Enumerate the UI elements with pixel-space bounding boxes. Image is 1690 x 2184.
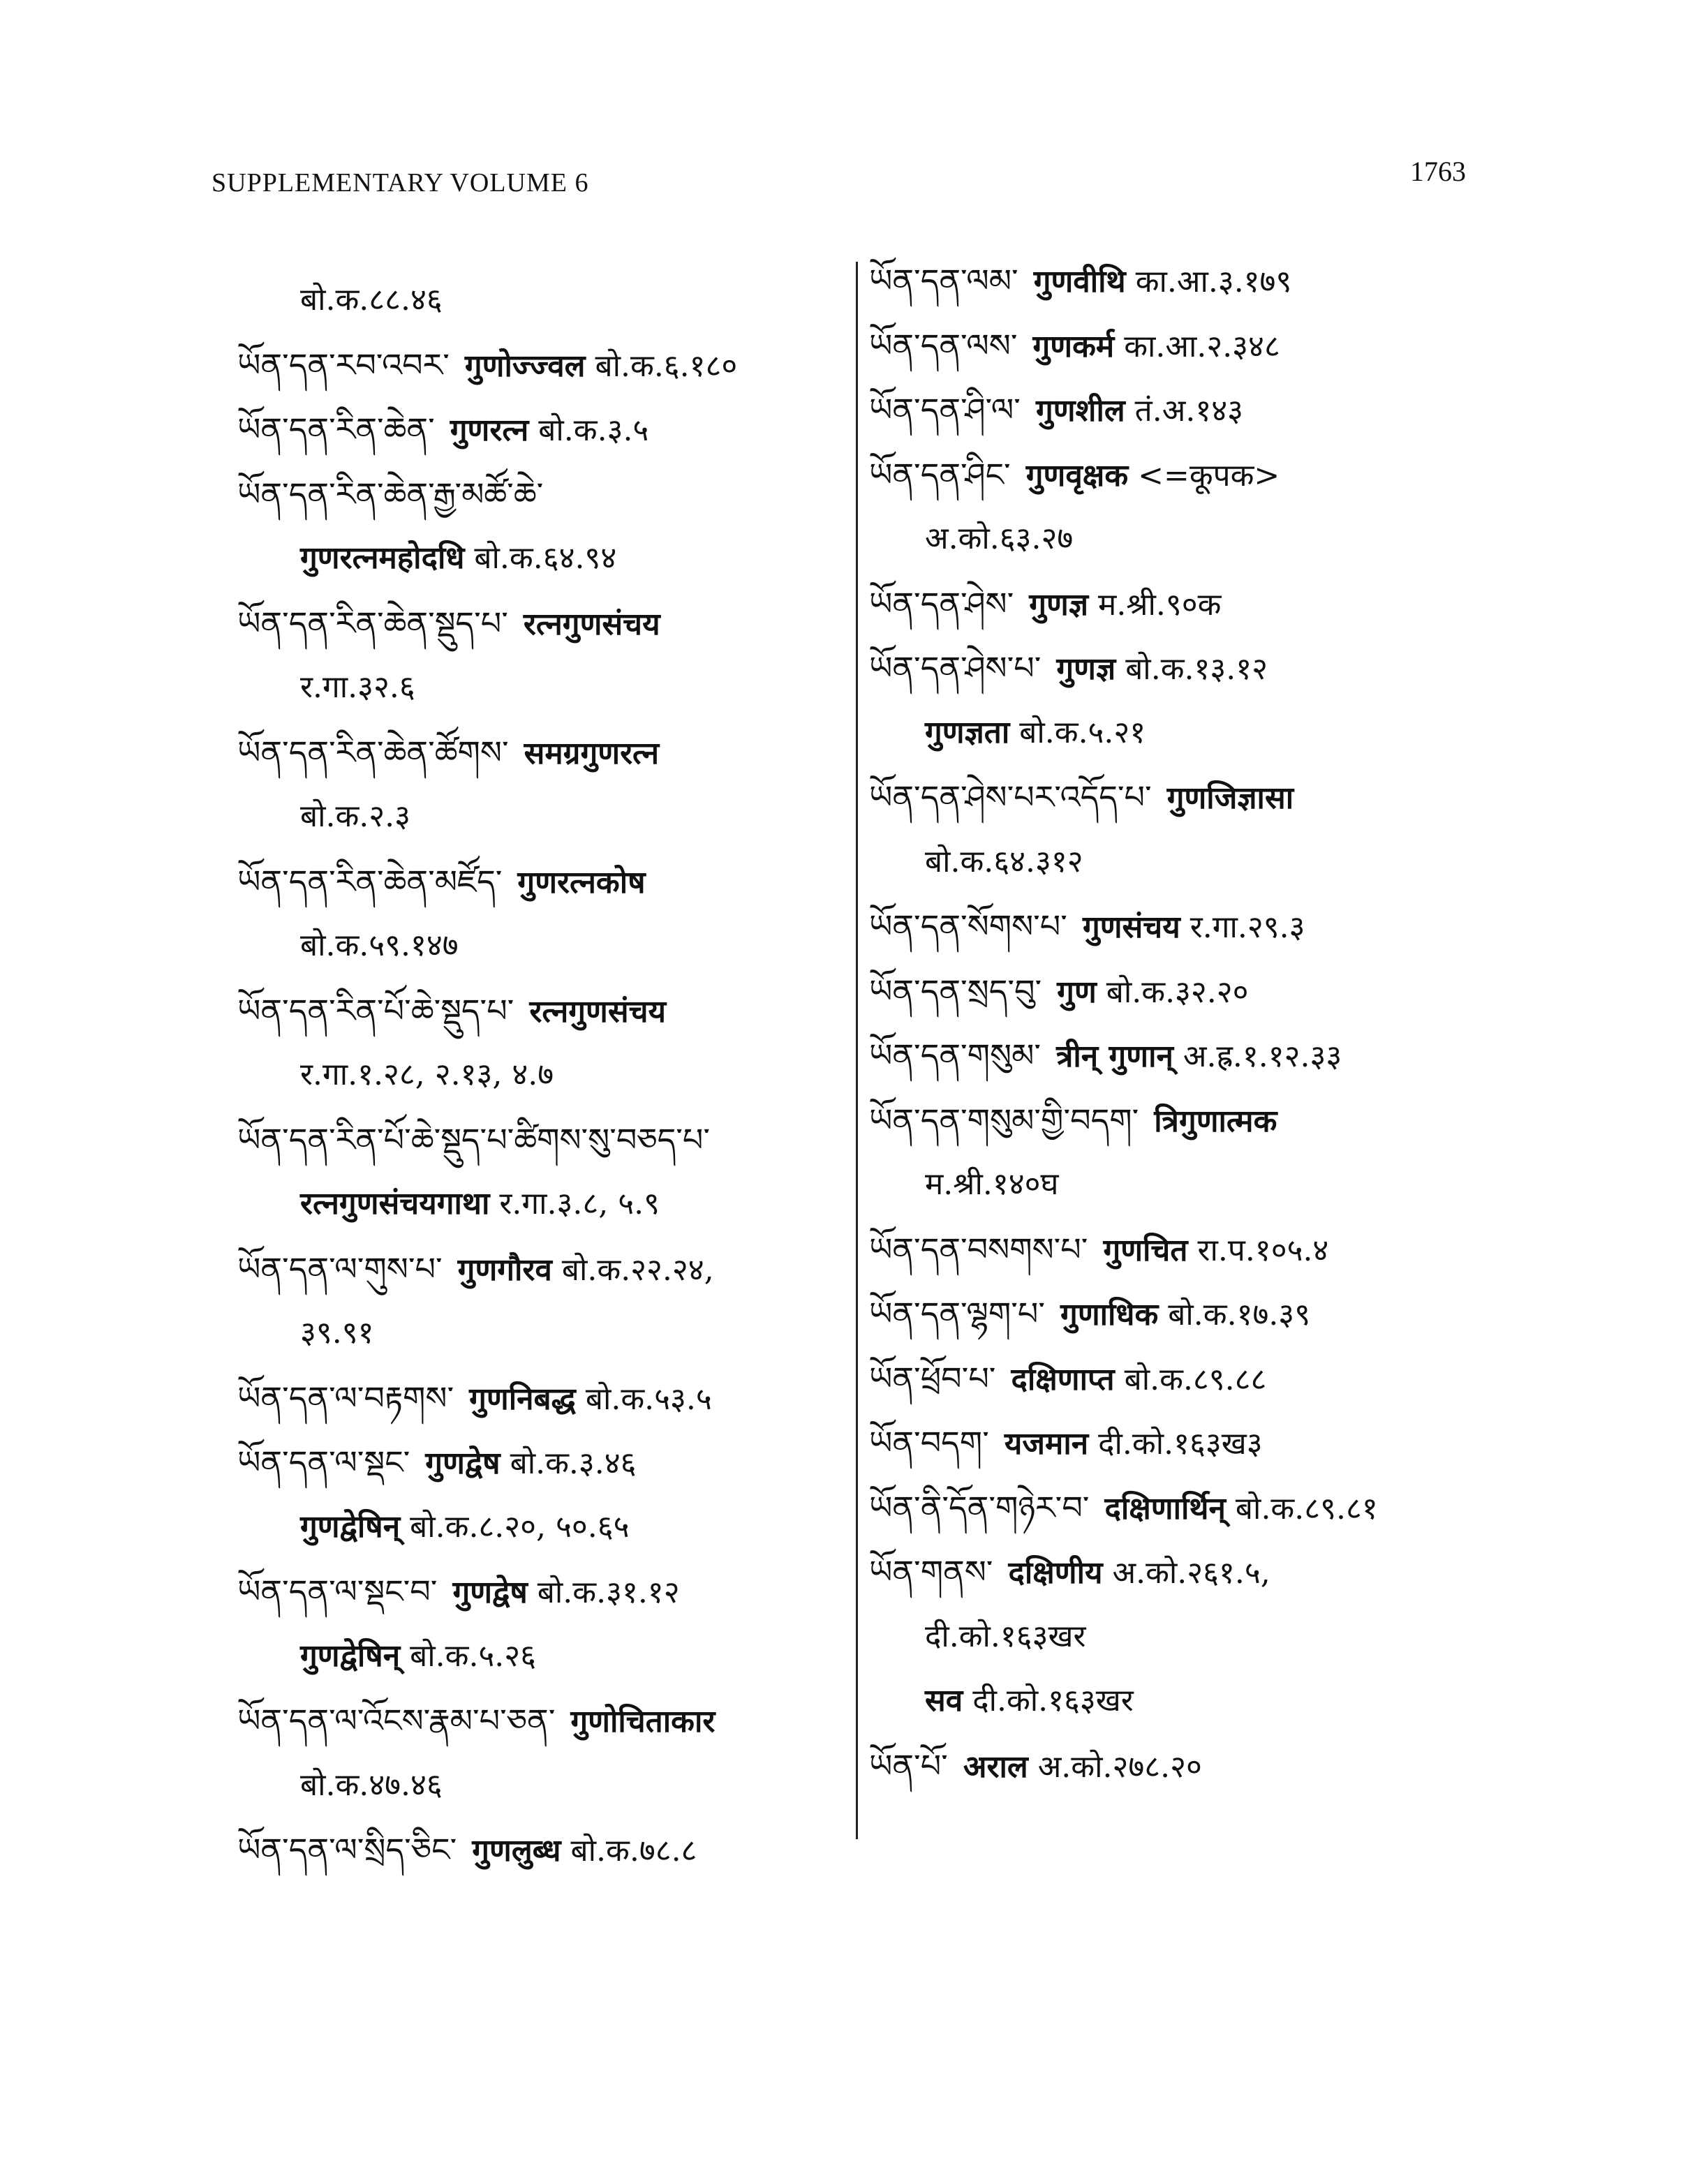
- sanskrit-equivalent: गुणकर्म: [1032, 328, 1115, 364]
- dictionary-line: [925, 712, 1146, 754]
- dictionary-line: [237, 1441, 637, 1485]
- dictionary-line: [869, 1487, 1378, 1530]
- source-reference: बो.क.५.२१: [1019, 714, 1146, 750]
- sanskrit-equivalent: रत्नगुणसंचय: [529, 993, 667, 1030]
- source-reference: बो.क.६४.३१२: [925, 843, 1083, 879]
- sanskrit-equivalent: रत्नगुणसंचयगाथा: [300, 1186, 490, 1221]
- dictionary-line: [869, 1745, 1202, 1788]
- source-reference: <=कूपक>: [1138, 457, 1280, 493]
- tibetan-headword: ཡོན་ནི་དོན་གཉེར་བ་: [869, 1488, 1090, 1526]
- source-reference: बो.क.२२.२४,: [561, 1251, 714, 1288]
- tibetan-headword: ཡོན་དན་རབ་འབར་: [237, 346, 450, 384]
- source-reference: दी.को.१६३खर: [925, 1618, 1086, 1654]
- source-reference: का.आ.३.१७९: [1135, 264, 1292, 299]
- source-reference: अ.को.६३.२७: [925, 521, 1074, 556]
- dictionary-line: [237, 473, 558, 517]
- dictionary-line: [237, 1829, 697, 1872]
- tibetan-headword: ཡོན་དན་ཤེས་པར་འདོད་པ་: [869, 778, 1152, 816]
- sanskrit-equivalent: गुणवीथि: [1033, 264, 1126, 299]
- source-reference: र.गा.१.२८, २.१३, ४.७: [300, 1057, 554, 1092]
- source-reference: बो.क.७८.८: [570, 1833, 697, 1869]
- dictionary-line: [925, 841, 1083, 883]
- tibetan-headword: ཡོན་དན་ལ་སྲིད་ཅིང་: [237, 1831, 457, 1869]
- source-reference: अ.को.२६१.५,: [1112, 1555, 1270, 1591]
- tibetan-headword: ཡོན་དན་བསགས་པ་: [869, 1230, 1088, 1268]
- dictionary-line: [300, 1506, 630, 1548]
- sanskrit-equivalent: गुणद्वेषिन्: [300, 1508, 401, 1545]
- dictionary-line: [237, 1248, 714, 1291]
- dictionary-line: [300, 537, 616, 579]
- tibetan-headword: ཡོན་དན་རིན་པོ་ཆེ་སྡུད་པ་: [237, 991, 514, 1030]
- sanskrit-equivalent: गुणचित: [1103, 1232, 1188, 1268]
- dictionary-line: [869, 905, 1305, 949]
- dictionary-line: [300, 1054, 554, 1096]
- dictionary-line: [300, 1312, 374, 1354]
- source-reference: बो.क.५३.५: [585, 1381, 712, 1417]
- sanskrit-equivalent: गुणोज्ज्वल: [464, 348, 586, 384]
- sanskrit-equivalent: गुणरत्न: [450, 413, 529, 448]
- dictionary-line: [300, 796, 410, 838]
- tibetan-headword: ཡོན་དན་ལ་སྡང་: [237, 1443, 410, 1481]
- source-reference: म.श्री.१४०घ: [925, 1166, 1059, 1202]
- source-reference: बो.क.८.२०, ५०.६५: [410, 1508, 630, 1545]
- dictionary-line: [869, 325, 1280, 368]
- source-reference: बो.क.५.२६: [410, 1637, 537, 1674]
- running-header: SUPPLEMENTARY VOLUME 6: [212, 168, 589, 198]
- sanskrit-equivalent: गुणशील: [1035, 393, 1125, 429]
- dictionary-line: [237, 1700, 725, 1743]
- sanskrit-equivalent: यजमान: [1004, 1426, 1089, 1462]
- dictionary-line: [237, 602, 670, 646]
- dictionary-line: [925, 1164, 1058, 1205]
- tibetan-headword: ཡོན་དན་ཤི་ལ་: [869, 391, 1021, 429]
- dictionary-line: [237, 731, 669, 775]
- dictionary-line: [869, 1099, 1287, 1143]
- sanskrit-equivalent: गुणज्ञता: [925, 714, 1010, 750]
- dictionary-line: [237, 1570, 680, 1614]
- sanskrit-equivalent: समग्रगुणरत्न: [524, 735, 659, 771]
- dictionary-line: [300, 279, 443, 321]
- sanskrit-equivalent: गुणलुब्ध: [472, 1833, 561, 1869]
- source-reference: म.श्री.९०क: [1098, 586, 1222, 623]
- sanskrit-equivalent: गुणद्वेष: [425, 1446, 501, 1481]
- tibetan-headword: ཡོན་དན་ལམ་: [869, 262, 1018, 299]
- source-reference: बो.क.८९.८१: [1235, 1490, 1378, 1526]
- tibetan-headword: ཡོན་དན་ཤེས་: [869, 584, 1014, 623]
- source-reference: र.गा.३२.६: [300, 669, 415, 705]
- tibetan-headword: ཡོན་དན་ལྷག་པ་: [869, 1295, 1046, 1332]
- sanskrit-equivalent: त्रिगुणात्मक: [1154, 1103, 1277, 1139]
- source-reference: बो.क.१७.३९: [1168, 1297, 1311, 1332]
- dictionary-line: [925, 518, 1073, 560]
- sanskrit-equivalent: गुणद्वेषिन्: [300, 1637, 401, 1674]
- dictionary-line: [869, 583, 1221, 626]
- dictionary-line: [237, 408, 648, 452]
- dictionary-line: [925, 1616, 1086, 1658]
- dictionary-line: [869, 389, 1243, 432]
- sanskrit-equivalent: दक्षिणाप्त: [1011, 1361, 1115, 1397]
- sanskrit-equivalent: गुण: [1057, 974, 1097, 1010]
- dictionary-line: [237, 344, 737, 387]
- sanskrit-equivalent: गुणद्वेष: [452, 1575, 528, 1610]
- source-reference: र.गा.२९.३: [1189, 909, 1305, 945]
- source-reference: अ.को.२७८.२०: [1037, 1748, 1202, 1785]
- source-reference: ३९.९१: [300, 1315, 374, 1351]
- source-reference: बो.क.६४.९४: [474, 540, 617, 576]
- sanskrit-equivalent: गुणनिबद्ध: [469, 1381, 576, 1417]
- source-reference: बो.क.३.५: [538, 413, 649, 448]
- sanskrit-equivalent: दक्षिणार्थिन्: [1104, 1490, 1226, 1526]
- source-reference: दी.को.१६३खर: [972, 1683, 1134, 1718]
- dictionary-line: [869, 260, 1291, 303]
- tibetan-headword: ཡོན་དན་རིན་པོ་ཆེ་སྡུད་པ་ཚིགས་སུ་བཅད་པ་: [237, 1120, 711, 1159]
- source-reference: का.आ.२.३४८: [1124, 328, 1280, 364]
- dictionary-line: [237, 1119, 725, 1162]
- dictionary-line: [237, 1377, 712, 1420]
- source-reference: अ.ह्र.१.१२.३३: [1183, 1039, 1342, 1074]
- tibetan-headword: ཡོན་དན་གསུམ་གྱི་བདག་: [869, 1101, 1139, 1139]
- tibetan-headword: ཡོན་བདག་: [869, 1424, 989, 1462]
- source-reference: बो.क.५९.१४७: [300, 928, 459, 963]
- sanskrit-equivalent: गुणज्ञ: [1056, 651, 1116, 687]
- sanskrit-equivalent: गुणरत्नकोष: [517, 864, 646, 900]
- source-reference: बो.क.३१.१२: [537, 1575, 680, 1610]
- tibetan-headword: ཡོན་དན་རིན་ཆེན་སྡུད་པ་: [237, 604, 508, 642]
- tibetan-headword: ཡོན་དན་ལས་: [869, 326, 1018, 364]
- tibetan-headword: ཡོན་དན་ཤེས་པ་: [869, 649, 1042, 687]
- tibetan-headword: ཡོན་དན་གསུམ་: [869, 1037, 1042, 1074]
- source-reference: बो.क.६.१८०: [595, 348, 738, 384]
- source-reference: रा.प.१०५.४: [1197, 1232, 1329, 1268]
- dictionary-line: [869, 1228, 1328, 1272]
- source-reference: बो.क.४७.४६: [300, 1767, 443, 1803]
- sanskrit-equivalent: गुणज्ञ: [1029, 586, 1089, 623]
- source-reference: बो.क.३.४६: [510, 1446, 637, 1481]
- dictionary-line: [925, 1680, 1134, 1722]
- dictionary-line: [237, 990, 676, 1033]
- sanskrit-equivalent: गुणगौरव: [457, 1251, 552, 1288]
- source-reference: र.गा.३.८, ५.९: [499, 1186, 660, 1221]
- sanskrit-equivalent: अराल: [963, 1748, 1028, 1785]
- sanskrit-equivalent: रत्नगुणसंचय: [523, 606, 660, 642]
- sanskrit-equivalent: गुणजिज्ञासा: [1166, 780, 1294, 816]
- tibetan-headword: ཡོན་དན་ལ་བརྟགས་: [237, 1379, 454, 1417]
- dictionary-line: [869, 647, 1268, 690]
- tibetan-headword: ཡོན་དན་རིན་ཆེན་རྒྱ་མཚོ་ཆེ་: [237, 475, 544, 513]
- source-reference: बो.क.२.३: [300, 798, 411, 834]
- tibetan-headword: ཡོན་པོ་: [869, 1746, 948, 1785]
- dictionary-line: [869, 1358, 1266, 1401]
- tibetan-headword: ཡོན་དན་ལ་གུས་པ་: [237, 1249, 443, 1288]
- tibetan-headword: ཡོན་དན་རིན་ཆེན་མཛོད་: [237, 862, 503, 900]
- source-reference: बो.क.३२.२०: [1106, 974, 1249, 1010]
- source-reference: तं.अ.१४३: [1134, 393, 1243, 429]
- page-number: 1763: [1410, 156, 1466, 187]
- dictionary-line: [869, 1551, 1270, 1594]
- tibetan-headword: ཡོན་དན་སྲད་བུ་: [869, 972, 1042, 1010]
- dictionary-line: [300, 1635, 536, 1677]
- dictionary-line: [869, 454, 1280, 497]
- source-reference: बो.क.१३.१२: [1125, 651, 1268, 687]
- dictionary-line: [869, 1293, 1310, 1336]
- dictionary-line: [869, 776, 1303, 819]
- tibetan-headword: ཡོན་དན་སོགས་པ་: [869, 907, 1067, 945]
- column-divider: [856, 262, 858, 1839]
- dictionary-line: [237, 861, 655, 904]
- dictionary-line: [869, 970, 1249, 1013]
- tibetan-headword: ཡོན་གནས་: [869, 1553, 993, 1591]
- sanskrit-equivalent: गुणाधिक: [1060, 1297, 1159, 1332]
- dictionary-line: [869, 1422, 1263, 1465]
- sanskrit-equivalent: दक्षिणीय: [1008, 1555, 1103, 1591]
- dictionary-line: [300, 1765, 443, 1806]
- dictionary-line: [300, 925, 459, 967]
- source-reference: बो.क.८९.८८: [1124, 1361, 1267, 1397]
- sanskrit-equivalent: सव: [925, 1683, 963, 1718]
- sanskrit-equivalent: गुणवृक्षक: [1025, 457, 1129, 493]
- sanskrit-equivalent: गुणरत्नमहोदधि: [300, 540, 465, 576]
- source-reference: बो.क.८८.४६: [300, 282, 443, 318]
- dictionary-line: [869, 1034, 1342, 1078]
- sanskrit-equivalent: त्रीन् गुणान्: [1056, 1039, 1173, 1074]
- dictionary-line: [300, 667, 415, 708]
- source-reference: दी.को.१६३ख३: [1098, 1426, 1263, 1462]
- tibetan-headword: ཡོན་དན་རིན་ཆེན་: [237, 410, 435, 448]
- tibetan-headword: ཡོན་ཕྲོབ་པ་: [869, 1359, 996, 1397]
- tibetan-headword: ཡོན་དན་ལ་སྡང་བ་: [237, 1573, 438, 1610]
- tibetan-headword: ཡོན་དན་རིན་ཆེན་ཚོགས་: [237, 733, 509, 771]
- tibetan-headword: ཡོན་དན་ཤིང་: [869, 455, 1011, 493]
- dictionary-line: [300, 1183, 660, 1225]
- sanskrit-equivalent: गुणसंचय: [1082, 909, 1180, 945]
- tibetan-headword: ཡོན་དན་ལ་འོངས་རྣམ་པ་ཅན་: [237, 1702, 556, 1739]
- sanskrit-equivalent: गुणोचिताकार: [570, 1704, 716, 1739]
